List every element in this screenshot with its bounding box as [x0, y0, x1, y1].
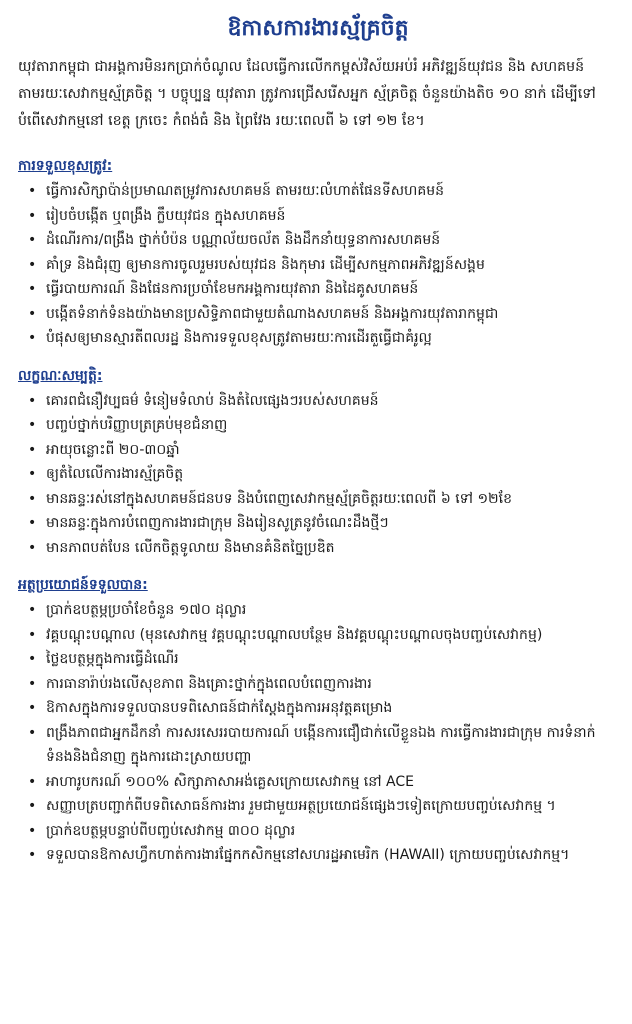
list-item: • អាយុចន្លោះពី ២០-៣០ឆ្នាំ: [18, 438, 618, 463]
list-item: • ឱកាសក្នុងការទទួលបានបទពិសោធន៍ជាក់ស្តែងក្នុងការអនុវត្តគម្រោង: [18, 696, 618, 721]
list-item: • បញ្ចប់ថ្នាក់បរិញ្ញាបត្រគ្រប់មុខជំនាញ: [18, 413, 618, 438]
list-item: • គោរពជំនឿវប្បធម៌ ទំនៀមទំលាប់ និងតំលៃផ្សេងៗរបស់សហគមន៍: [18, 389, 618, 414]
list-item: • ធ្វើរបាយការណ៍ និងផែនការប្រចាំខែមកអង្គការយុវតារា និងដៃគូសហគមន៍: [18, 277, 618, 302]
list-item: • មានឆន្ទៈរស់នៅក្នុងសហគមន៍ជនបទ និងបំពេញសេវាកម្មស្ម័គ្រចិត្តរយៈពេលពី ៦ ទៅ ១២ខែ: [18, 487, 618, 512]
intro-paragraph: យុវតារាកម្ពុជា ជាអង្គការមិនរកប្រាក់ចំណូល ដែលធ្វើការលើកកម្ពស់វិស័យអប់រំ អភិវឌ្ឍន៍យុវជន និង សហគមន៍ តាមរយៈសេវាកម្មស្ម័គ្រចិត្ត ។ បច្ចុប្បន្ន យុវតារា ត្រូវការជ្រើសរើសអ្នក ស្ម័គ្រចិត្ត ចំនួនយ៉ាងតិច ១០ នាក់ ដើម្បីទៅ បំពេីសេវាកម្មនៅ ខេត្ត ក្រចេះ កំពង់ធំ និង ព្រៃវែង រយៈពេលពី ៦ ទៅ ១២ ខែ។: [18, 59, 596, 129]
list-item: • មានភាពបត់បែន លើកចិត្តទូលាយ និងមានគំនិតច្នៃប្រឌិត: [18, 536, 618, 561]
list-item: • ឲ្យតំលៃលើការងារស្ម័គ្រចិត្ត: [18, 462, 618, 487]
benefits-heading: អត្ថប្រយោជន៍ទទួលបាន:: [18, 577, 148, 593]
responsibilities-list: [18, 179, 618, 351]
qualifications-heading: លក្ខណៈសម្បត្តិ:: [18, 367, 103, 384]
list-item: • ថ្លៃឧបត្ថម្ភក្នុងការធ្វើដំណើរ: [18, 647, 618, 672]
benefits-section: [18, 574, 618, 868]
list-item: • ការធានារ៉ាប់រងលើសុខភាព និងគ្រោះថ្នាក់ក្នុងពេលបំពេញការងារ: [18, 672, 618, 697]
list-item: • ប្រាក់ឧបត្ថម្ភប្រចាំខែចំនួន ១៧០ ដុល្លារ: [18, 598, 618, 623]
list-item: • ប្រាក់ឧបត្ថម្ភបន្ទាប់ពីបញ្ចប់សេវាកម្ម ៣០០ ដុល្លារ: [18, 819, 618, 844]
list-item: • ធ្វើការសិក្សាប៉ាន់ប្រមាណតម្រូវការសហគមន៍ តាមរយៈលំហាត់ផែនទីសហគមន៍: [18, 179, 618, 204]
list-item: • វគ្គបណ្តុះបណ្តាល (មុនសេវាកម្ម វគ្គបណ្តុះបណ្តាលបន្ថែម និងវគ្គបណ្តុះបណ្តាលចុងបញ្ចប់សេវាកម្ម): [18, 623, 618, 648]
qualifications-list: [18, 389, 618, 561]
list-item: • ពង្រឹងភាពជាអ្នកដឹកនាំ ការសរសេររបាយការណ៍ បង្កើនការជឿជាក់លើខ្លួនឯង ការធ្វើការងារជាក្រុម ការទំនាក់ទំនងនិងជំនាញ ក្នុងការដោះស្រាយបញ្ហា: [18, 721, 618, 770]
list-item: • រៀបចំបង្កើត ឬពង្រឹង ក្លឹបយុវជន ក្នុងសហគមន៍: [18, 204, 618, 229]
list-item: • មានឆន្ទៈក្នុងការបំពេញការងារជាក្រុម និងរៀនសូត្រនូវចំណេះដឹងថ្មីៗ: [18, 511, 618, 536]
list-item: • ទទួលបានឱកាសហ្វឹកហាត់ការងារផ្នែកកសិកម្មនៅសហរដ្ឋអាមេរិក (HAWAII) ក្រោយបញ្ចប់សេវាកម្ម។: [18, 843, 618, 868]
list-item: • សញ្ញាបត្របញ្ជាក់ពីបទពិសោធន៍ការងារ រួមជាមួយអត្ថប្រយោជន៍ផ្សេងៗទៀតក្រោយបញ្ចប់សេវាកម្ម ។: [18, 794, 618, 819]
list-item: • ដំណើរការ/ពង្រឹង ថ្នាក់បំប៉ន បណ្ណាល័យចល័ត និងដឹកនាំយុទ្ធនាការសហគមន៍: [18, 228, 618, 253]
list-item: • អាហារូបករណ៍ ១០០% សិក្សាភាសាអង់គ្លេសក្រោយសេវាកម្ម នៅ ACE: [18, 770, 618, 795]
list-item: • បំផុសឲ្យមានស្មារតីពលរដ្ឋ និងការទទួលខុសត្រូវតាមរយៈការដើរតួធ្វើជាគំរូល្អ: [18, 326, 618, 351]
qualifications-section: [18, 365, 618, 561]
list-item: • គាំទ្រ និងជំរុញ ឲ្យមានការចូលរួមរបស់យុវជន និងកុមារ ដើម្បីសកម្មភាពអភិវឌ្ឍន៍សង្គម: [18, 253, 618, 278]
list-item: • បង្កើតទំនាក់ទំនងយ៉ាងមានប្រសិទ្ធិភាពជាមួយតំណាងសហគមន៍ និងអង្គការយុវតារាកម្ពុជា: [18, 302, 618, 327]
page-title: ឱកាសការងារស្ម័គ្រចិត្ត: [227, 16, 409, 41]
responsibilities-heading: ការទទួលខុសត្រូវ:: [18, 158, 113, 174]
benefits-list: [18, 598, 618, 868]
responsibilities-section: [18, 155, 618, 351]
